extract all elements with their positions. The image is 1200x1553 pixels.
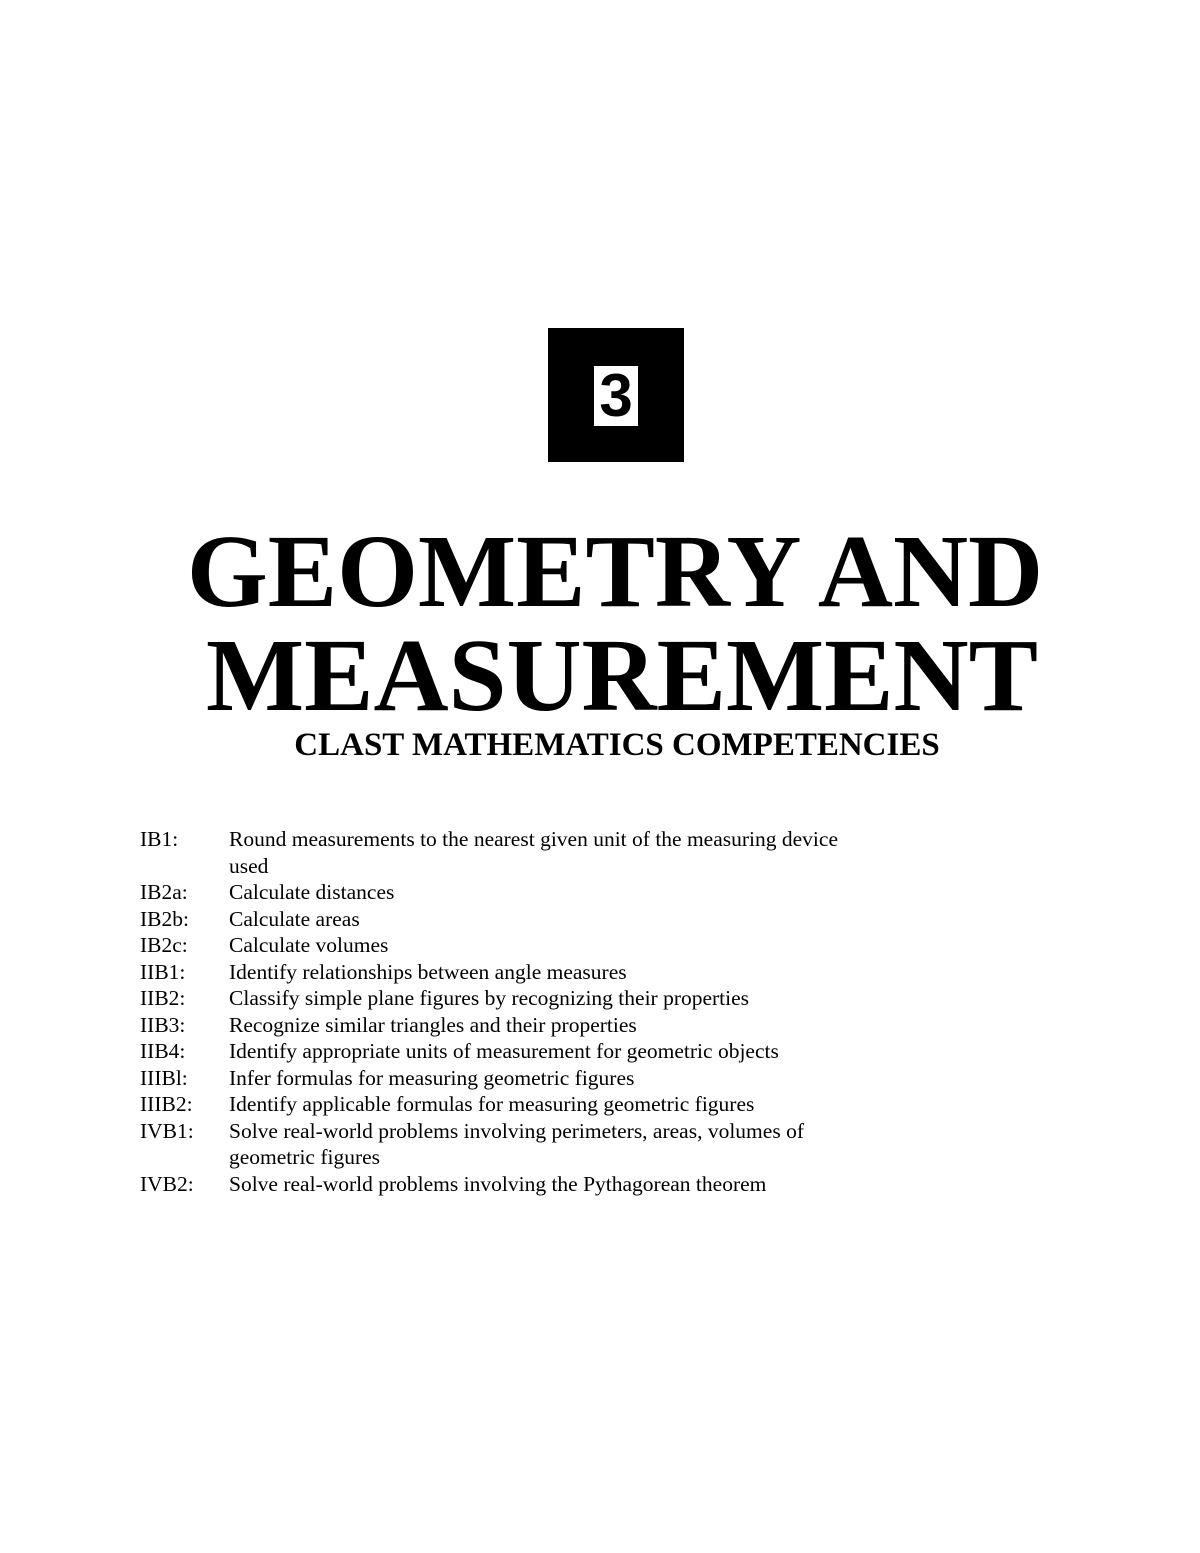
- competency-code: IIB4:: [140, 1039, 186, 1063]
- competency-description: Infer formulas for measuring geometric figures: [229, 1065, 635, 1090]
- competency-description: Classify simple plane figures by recognizing their properties: [229, 986, 750, 1010]
- competency-description: Identify applicable formulas for measuring geometric figures: [229, 1092, 755, 1116]
- competency-item: [140, 985, 1040, 1012]
- page-title-line-1: GEOMETRY AND: [186, 514, 1044, 629]
- competency-item: [140, 1038, 1040, 1065]
- competency-item: [140, 959, 1040, 986]
- competency-description: Calculate areas: [229, 906, 360, 931]
- competency-description: Recognize similar triangles and their properties: [229, 1012, 637, 1037]
- competency-description: Identify relationships between angle measures: [229, 959, 627, 984]
- competency-code: IIB1:: [140, 959, 186, 984]
- competency-code: IIB3:: [140, 1012, 186, 1037]
- page-title-line-2: MEASUREMENT: [205, 618, 1039, 733]
- competency-item: [140, 1065, 1040, 1092]
- competency-item: [140, 1091, 1040, 1118]
- competency-list: [140, 826, 1040, 1197]
- competency-code: IB1:: [140, 827, 179, 851]
- competency-description: Identify appropriate units of measurement for geometric objects: [229, 1039, 779, 1063]
- competency-description: Solve real-world problems involving perimeters, areas, volumes of geometric figures: [229, 1118, 804, 1169]
- competency-code: IIIB2:: [140, 1092, 193, 1116]
- competency-description: Solve real-world problems involving the Pythagorean theorem: [229, 1171, 767, 1196]
- competency-code: IB2a:: [140, 880, 188, 904]
- page-subtitle: CLAST MATHEMATICS COMPETENCIES: [294, 727, 940, 763]
- competency-item: [140, 906, 1040, 933]
- competency-item: [140, 1118, 1040, 1171]
- competency-code: IB2b:: [140, 906, 189, 931]
- competency-item: [140, 1171, 1040, 1198]
- competency-description: Calculate distances: [229, 880, 395, 904]
- competency-item: [140, 932, 1040, 959]
- competency-item: [140, 826, 1040, 879]
- competency-code: IB2c:: [140, 933, 188, 957]
- competency-code: IIIBl:: [140, 1065, 188, 1090]
- competency-code: IVB2:: [140, 1171, 194, 1196]
- competency-description: Round measurements to the nearest given unit of the measuring device used: [229, 827, 838, 878]
- chapter-number: 3: [594, 366, 638, 426]
- competency-code: IVB1:: [140, 1118, 194, 1143]
- competency-code: IIB2:: [140, 986, 186, 1010]
- competency-item: [140, 879, 1040, 906]
- competency-item: [140, 1012, 1040, 1039]
- competency-description: Calculate volumes: [229, 933, 389, 957]
